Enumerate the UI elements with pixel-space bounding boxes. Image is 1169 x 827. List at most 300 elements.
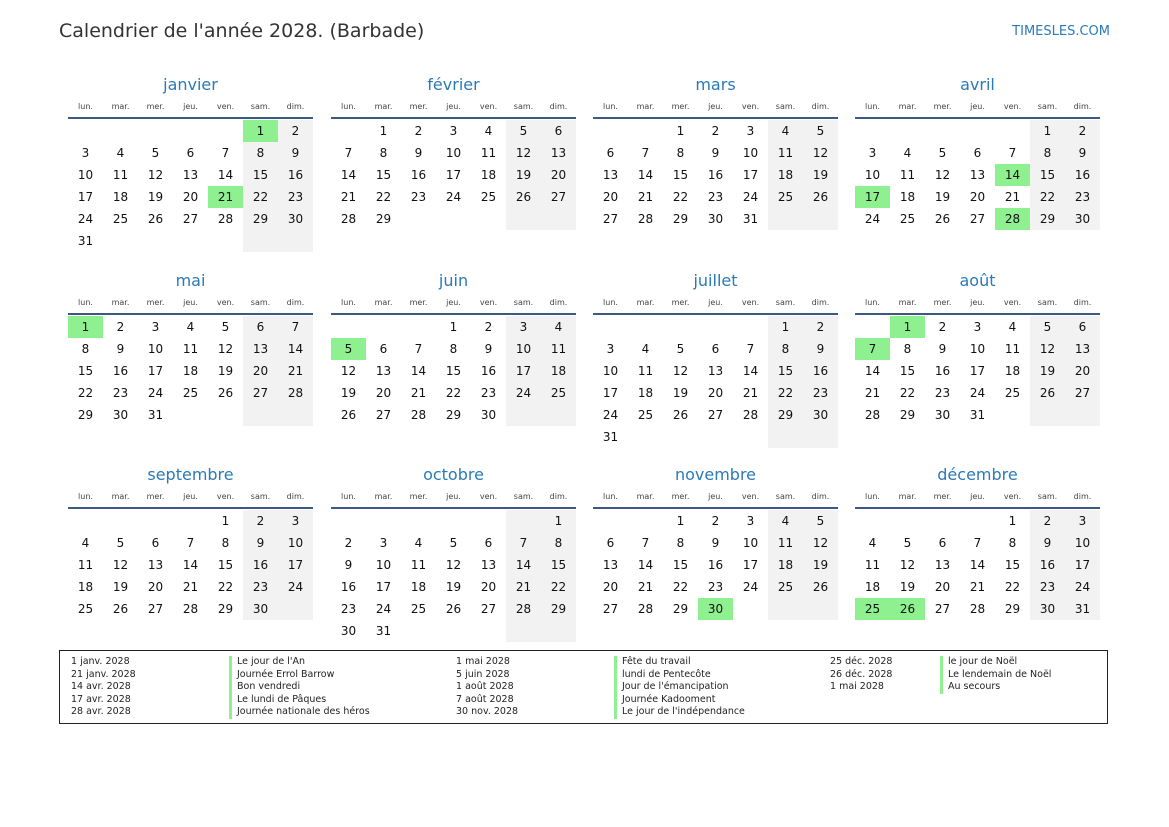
- day-cell: 7: [186, 536, 195, 550]
- empty-day-cell: [541, 208, 576, 230]
- day-cell: 19: [803, 554, 838, 576]
- day-cell: 25: [112, 212, 129, 226]
- empty-day-cell: [960, 510, 995, 532]
- day-cell: 14: [969, 558, 986, 572]
- day-cell: 11: [77, 558, 94, 572]
- empty-day-cell: [401, 620, 436, 642]
- day-cell: 12: [217, 342, 234, 356]
- day-cell: 11: [864, 558, 881, 572]
- day-cell: 26: [803, 576, 838, 598]
- day-cell: 17: [147, 364, 164, 378]
- day-cell: 4: [1008, 320, 1017, 334]
- holiday-name: Journée nationale des héros: [229, 706, 370, 719]
- day-cell: 23: [278, 186, 313, 208]
- day-cell: 2: [116, 320, 125, 334]
- holiday-name: Le jour de l'indépendance: [614, 706, 745, 719]
- weekday-label: mar.: [898, 102, 917, 111]
- day-cell: 4: [484, 124, 493, 138]
- day-cell: 30: [243, 598, 278, 620]
- day-cell: 20: [243, 360, 278, 382]
- holiday-date: 5 juin 2028: [456, 668, 510, 680]
- day-cell: 6: [243, 316, 278, 338]
- empty-day-cell: [541, 404, 576, 426]
- day-cell: 17: [77, 190, 94, 204]
- empty-day-cell: [803, 598, 838, 620]
- holiday-date: 1 mai 2028: [456, 656, 510, 667]
- day-cell: 31: [969, 408, 986, 422]
- day-cell: 6: [606, 536, 615, 550]
- month-name: mars: [695, 75, 736, 94]
- day-cell: 15: [77, 364, 94, 378]
- holiday-date: 7 août 2028: [456, 693, 514, 705]
- day-cell: 8: [541, 532, 576, 554]
- day-cell: 23: [112, 386, 129, 400]
- day-cell: 18: [410, 580, 427, 594]
- day-cell: 7: [344, 146, 353, 160]
- weekday-label: ven.: [741, 102, 760, 111]
- day-cell: 28: [278, 382, 313, 404]
- day-cell: 5: [676, 342, 685, 356]
- empty-day-cell: [471, 620, 506, 642]
- day-cell: 27: [182, 212, 199, 226]
- day-cell: 27: [969, 212, 986, 226]
- day-grid: [855, 120, 1100, 230]
- day-cell: 23: [480, 386, 497, 400]
- day-cell: 6: [541, 120, 576, 142]
- month-name: octobre: [423, 465, 484, 484]
- empty-day-cell: [803, 208, 838, 230]
- weekday-header: [593, 491, 838, 505]
- weekday-label: lun.: [78, 492, 93, 501]
- weekday-label: lun.: [865, 102, 880, 111]
- day-cell: 2: [711, 124, 720, 138]
- empty-day-cell: [436, 510, 471, 532]
- month-divider: [855, 313, 1100, 315]
- day-cell: 27: [480, 602, 497, 616]
- holiday-day-cell: 1: [68, 316, 103, 338]
- day-cell: 25: [637, 408, 654, 422]
- day-cell: 20: [707, 386, 724, 400]
- day-cell: 26: [217, 386, 234, 400]
- empty-day-cell: [138, 510, 173, 532]
- weekday-label: ven.: [1003, 102, 1022, 111]
- holiday-date: 28 avr. 2028: [71, 706, 131, 717]
- empty-day-cell: [173, 120, 208, 142]
- day-cell: 24: [375, 602, 392, 616]
- day-cell: 17: [969, 364, 986, 378]
- weekday-header: [331, 101, 576, 115]
- weekday-label: dim.: [1073, 492, 1092, 501]
- day-cell: 10: [864, 168, 881, 182]
- empty-day-cell: [243, 404, 278, 426]
- empty-day-cell: [733, 316, 768, 338]
- month-3: [593, 74, 838, 230]
- day-cell: 12: [147, 168, 164, 182]
- holiday-name: Fête du travail: [614, 656, 691, 669]
- day-cell: 13: [969, 168, 986, 182]
- day-cell: 13: [147, 558, 164, 572]
- day-grid: [855, 510, 1100, 620]
- day-grid: [68, 316, 313, 426]
- day-cell: 6: [484, 536, 493, 550]
- weekday-label: mar.: [374, 298, 393, 307]
- weekday-label: lun.: [341, 492, 356, 501]
- day-cell: 15: [217, 558, 234, 572]
- weekday-label: jeu.: [183, 102, 198, 111]
- holiday-day-cell: 30: [698, 598, 733, 620]
- day-cell: 20: [480, 580, 497, 594]
- day-cell: 21: [969, 580, 986, 594]
- day-cell: 22: [243, 186, 278, 208]
- empty-day-cell: [663, 426, 698, 448]
- day-cell: 21: [637, 190, 654, 204]
- weekday-label: mar.: [636, 298, 655, 307]
- day-cell: 3: [379, 536, 388, 550]
- legend-row: [71, 706, 431, 719]
- day-cell: 9: [414, 146, 423, 160]
- weekday-label: jeu.: [446, 298, 461, 307]
- day-cell: 14: [637, 168, 654, 182]
- empty-day-cell: [628, 426, 663, 448]
- day-cell: 2: [1030, 510, 1065, 532]
- day-cell: 17: [742, 558, 759, 572]
- day-cell: 2: [243, 510, 278, 532]
- day-cell: 30: [803, 404, 838, 426]
- day-cell: 24: [147, 386, 164, 400]
- empty-day-cell: [733, 426, 768, 448]
- day-cell: 13: [1065, 338, 1100, 360]
- day-cell: 27: [541, 186, 576, 208]
- day-cell: 25: [768, 186, 803, 208]
- day-cell: 12: [340, 364, 357, 378]
- day-cell: 30: [278, 208, 313, 230]
- day-cell: 3: [449, 124, 458, 138]
- day-cell: 10: [602, 364, 619, 378]
- month-name: novembre: [674, 465, 757, 484]
- month-9: [68, 464, 313, 620]
- weekday-label: lun.: [341, 102, 356, 111]
- day-cell: 24: [445, 190, 462, 204]
- empty-day-cell: [173, 404, 208, 426]
- site-link[interactable]: TIMESLES.COM: [1012, 24, 1110, 39]
- day-cell: 26: [506, 186, 541, 208]
- empty-day-cell: [278, 598, 313, 620]
- day-cell: 31: [1065, 598, 1100, 620]
- weekday-label: ven.: [479, 298, 498, 307]
- day-cell: 6: [973, 146, 982, 160]
- day-grid: [593, 510, 838, 620]
- weekday-label: lun.: [603, 298, 618, 307]
- day-cell: 16: [1030, 554, 1065, 576]
- day-cell: 11: [768, 142, 803, 164]
- weekday-label: sam.: [775, 492, 796, 501]
- day-cell: 24: [864, 212, 881, 226]
- holiday-date: 1 août 2028: [456, 681, 514, 692]
- day-cell: 11: [480, 146, 497, 160]
- day-cell: 8: [449, 342, 458, 356]
- day-cell: 29: [1030, 208, 1065, 230]
- weekday-label: jeu.: [446, 102, 461, 111]
- day-cell: 13: [375, 364, 392, 378]
- day-cell: 9: [711, 536, 720, 550]
- day-cell: 15: [445, 364, 462, 378]
- day-cell: 5: [116, 536, 125, 550]
- day-cell: 14: [742, 364, 759, 378]
- empty-day-cell: [471, 510, 506, 532]
- empty-day-cell: [331, 316, 366, 338]
- day-cell: 6: [186, 146, 195, 160]
- holiday-day-cell: 1: [890, 316, 925, 338]
- day-cell: 2: [711, 514, 720, 528]
- day-cell: 30: [1065, 208, 1100, 230]
- weekday-header: [855, 101, 1100, 115]
- day-cell: 29: [672, 602, 689, 616]
- weekday-label: sam.: [775, 102, 796, 111]
- day-cell: 25: [768, 576, 803, 598]
- empty-day-cell: [208, 230, 243, 252]
- day-cell: 9: [938, 342, 947, 356]
- day-cell: 19: [899, 580, 916, 594]
- day-cell: 17: [506, 360, 541, 382]
- day-cell: 18: [768, 554, 803, 576]
- holiday-name: Au secours: [940, 681, 1000, 694]
- day-cell: 15: [541, 554, 576, 576]
- day-cell: 7: [414, 342, 423, 356]
- day-cell: 30: [1030, 598, 1065, 620]
- day-cell: 17: [1065, 554, 1100, 576]
- weekday-header: [331, 297, 576, 311]
- day-cell: 19: [672, 386, 689, 400]
- holiday-date: 14 avr. 2028: [71, 681, 131, 692]
- day-cell: 10: [969, 342, 986, 356]
- weekday-label: sam.: [250, 492, 271, 501]
- day-cell: 7: [641, 536, 650, 550]
- day-cell: 30: [934, 408, 951, 422]
- day-cell: 14: [410, 364, 427, 378]
- holiday-name: Journée Kadooment: [614, 694, 716, 707]
- page-title: Calendrier de l'année 2028. (Barbade): [59, 20, 425, 42]
- weekday-label: ven.: [479, 492, 498, 501]
- day-cell: 23: [1065, 186, 1100, 208]
- day-cell: 1: [1008, 514, 1017, 528]
- month-divider: [68, 313, 313, 315]
- month-divider: [68, 117, 313, 119]
- day-cell: 6: [1065, 316, 1100, 338]
- weekday-label: sam.: [250, 298, 271, 307]
- day-cell: 20: [969, 190, 986, 204]
- day-grid: [331, 510, 576, 642]
- empty-day-cell: [855, 510, 890, 532]
- day-cell: 29: [445, 408, 462, 422]
- day-cell: 27: [243, 382, 278, 404]
- day-cell: 4: [903, 146, 912, 160]
- month-5: [68, 270, 313, 426]
- empty-day-cell: [401, 510, 436, 532]
- day-cell: 20: [147, 580, 164, 594]
- day-cell: 9: [484, 342, 493, 356]
- day-cell: 2: [938, 320, 947, 334]
- empty-day-cell: [628, 510, 663, 532]
- day-cell: 8: [221, 536, 230, 550]
- day-cell: 11: [899, 168, 916, 182]
- month-divider: [855, 507, 1100, 509]
- weekday-label: mer.: [671, 298, 690, 307]
- day-cell: 15: [1030, 164, 1065, 186]
- empty-day-cell: [698, 316, 733, 338]
- day-cell: 31: [742, 212, 759, 226]
- weekday-label: sam.: [775, 298, 796, 307]
- empty-day-cell: [103, 230, 138, 252]
- day-cell: 10: [742, 146, 759, 160]
- legend-row: [71, 681, 431, 694]
- weekday-label: mer.: [933, 298, 952, 307]
- day-cell: 19: [147, 190, 164, 204]
- day-cell: 3: [506, 316, 541, 338]
- weekday-label: mer.: [146, 298, 165, 307]
- holiday-date: 17 avr. 2028: [71, 693, 131, 705]
- day-cell: 1: [676, 124, 685, 138]
- day-cell: 5: [221, 320, 230, 334]
- empty-day-cell: [890, 120, 925, 142]
- empty-day-cell: [768, 208, 803, 230]
- holiday-day-cell: 25: [855, 598, 890, 620]
- day-cell: 5: [449, 536, 458, 550]
- day-cell: 5: [803, 510, 838, 532]
- day-cell: 2: [803, 316, 838, 338]
- legend-row: [456, 669, 816, 682]
- day-cell: 8: [243, 142, 278, 164]
- day-grid: [331, 316, 576, 426]
- holiday-day-cell: 17: [855, 186, 890, 208]
- day-cell: 4: [541, 316, 576, 338]
- day-cell: 7: [278, 316, 313, 338]
- day-cell: 13: [707, 364, 724, 378]
- day-cell: 18: [480, 168, 497, 182]
- day-cell: 21: [410, 386, 427, 400]
- day-cell: 9: [711, 146, 720, 160]
- day-cell: 16: [934, 364, 951, 378]
- day-cell: 18: [182, 364, 199, 378]
- weekday-label: mar.: [898, 492, 917, 501]
- day-cell: 22: [445, 386, 462, 400]
- weekday-label: mar.: [636, 102, 655, 111]
- month-11: [593, 464, 838, 620]
- day-cell: 25: [1004, 386, 1021, 400]
- day-cell: 16: [112, 364, 129, 378]
- day-cell: 8: [676, 146, 685, 160]
- day-cell: 4: [641, 342, 650, 356]
- holiday-date: 21 janv. 2028: [71, 668, 136, 680]
- weekday-label: sam.: [1037, 102, 1058, 111]
- weekday-label: lun.: [341, 298, 356, 307]
- day-cell: 9: [278, 142, 313, 164]
- empty-day-cell: [628, 316, 663, 338]
- empty-day-cell: [541, 620, 576, 642]
- weekday-label: mar.: [111, 102, 130, 111]
- month-name: août: [959, 271, 996, 290]
- day-cell: 8: [768, 338, 803, 360]
- day-cell: 4: [81, 536, 90, 550]
- weekday-label: lun.: [78, 102, 93, 111]
- day-cell: 3: [973, 320, 982, 334]
- empty-day-cell: [243, 230, 278, 252]
- holiday-day-cell: 26: [890, 598, 925, 620]
- day-cell: 25: [480, 190, 497, 204]
- day-cell: 13: [602, 168, 619, 182]
- day-cell: 25: [182, 386, 199, 400]
- day-cell: 29: [375, 212, 392, 226]
- month-7: [593, 270, 838, 448]
- day-cell: 24: [278, 576, 313, 598]
- day-cell: 3: [151, 320, 160, 334]
- day-cell: 18: [899, 190, 916, 204]
- empty-day-cell: [103, 120, 138, 142]
- weekday-label: sam.: [513, 492, 534, 501]
- day-cell: 9: [116, 342, 125, 356]
- empty-day-cell: [1065, 404, 1100, 426]
- empty-day-cell: [138, 120, 173, 142]
- weekday-label: mer.: [671, 102, 690, 111]
- weekday-label: jeu.: [183, 298, 198, 307]
- holiday-name: le jour de Noël: [940, 656, 1017, 669]
- month-divider: [331, 117, 576, 119]
- day-cell: 16: [1065, 164, 1100, 186]
- empty-day-cell: [593, 510, 628, 532]
- day-cell: 30: [112, 408, 129, 422]
- empty-day-cell: [663, 316, 698, 338]
- weekday-label: lun.: [865, 298, 880, 307]
- day-cell: 19: [340, 386, 357, 400]
- weekday-label: mer.: [146, 102, 165, 111]
- day-cell: 17: [375, 580, 392, 594]
- day-cell: 18: [864, 580, 881, 594]
- day-cell: 1: [768, 316, 803, 338]
- weekday-label: dim.: [811, 492, 830, 501]
- day-cell: 6: [606, 146, 615, 160]
- day-cell: 18: [768, 164, 803, 186]
- weekday-label: lun.: [603, 102, 618, 111]
- day-cell: 9: [243, 532, 278, 554]
- day-cell: 11: [112, 168, 129, 182]
- day-cell: 30: [480, 408, 497, 422]
- holiday-name: Le jour de l'An: [229, 656, 305, 669]
- weekday-label: sam.: [1037, 492, 1058, 501]
- weekday-label: dim.: [549, 492, 568, 501]
- empty-day-cell: [890, 510, 925, 532]
- day-cell: 16: [707, 558, 724, 572]
- day-cell: 13: [243, 338, 278, 360]
- day-cell: 21: [340, 190, 357, 204]
- day-cell: 10: [147, 342, 164, 356]
- weekday-label: dim.: [286, 492, 305, 501]
- day-cell: 4: [868, 536, 877, 550]
- weekday-label: mer.: [933, 492, 952, 501]
- day-grid: [68, 510, 313, 620]
- day-cell: 4: [116, 146, 125, 160]
- day-cell: 25: [77, 602, 94, 616]
- weekday-header: [855, 491, 1100, 505]
- day-cell: 20: [934, 580, 951, 594]
- month-10: [331, 464, 576, 642]
- day-cell: 16: [340, 580, 357, 594]
- day-cell: 24: [506, 382, 541, 404]
- empty-day-cell: [925, 120, 960, 142]
- day-cell: 23: [410, 190, 427, 204]
- empty-day-cell: [68, 120, 103, 142]
- day-cell: 28: [969, 602, 986, 616]
- month-12: [855, 464, 1100, 620]
- day-cell: 27: [707, 408, 724, 422]
